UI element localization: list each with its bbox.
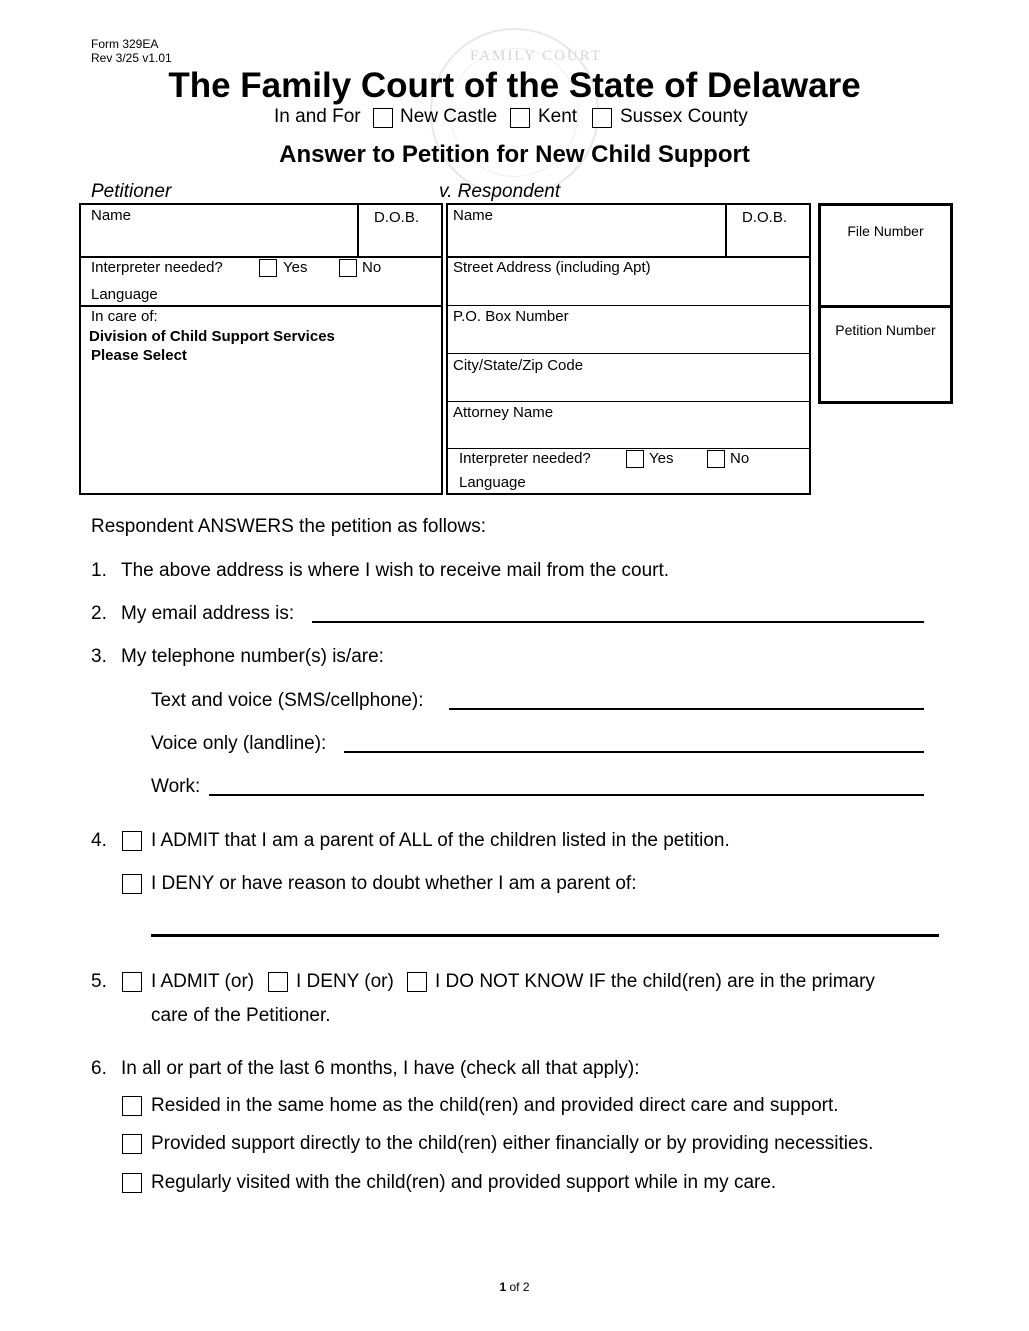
- q4-number: 4.: [91, 830, 107, 851]
- in-care-of-select[interactable]: Please Select: [91, 347, 187, 364]
- q3-text: My telephone number(s) is/are:: [121, 646, 384, 667]
- po-box-label: P.O. Box Number: [453, 308, 569, 325]
- new-castle-label: New Castle: [400, 106, 498, 127]
- attorney-name-label: Attorney Name: [453, 404, 554, 421]
- form-revision: Rev 3/25 v1.01: [91, 51, 172, 65]
- in-care-of-label: In care of:: [91, 308, 158, 325]
- q2-text: My email address is:: [121, 603, 295, 624]
- petitioner-language-label: Language: [91, 286, 158, 303]
- respondent-name-label: Name: [453, 207, 494, 224]
- q6-support-checkbox[interactable]: [122, 1134, 142, 1154]
- in-and-for-label: In and For: [274, 106, 361, 127]
- petitioner-interpreter-label: Interpreter needed?: [91, 259, 223, 276]
- q2-number: 2.: [91, 603, 107, 624]
- q6-resided-text: Resided in the same home as the child(ren) and provided direct care and support.: [151, 1095, 839, 1116]
- q5-continuation: care of the Petitioner.: [151, 1005, 331, 1026]
- q6-visited-checkbox[interactable]: [122, 1173, 142, 1193]
- page-total: of 2: [509, 1280, 530, 1294]
- page-number: [0, 1280, 1029, 1294]
- q5-deny-text: I DENY (or): [296, 971, 394, 992]
- q5-admit-checkbox[interactable]: [122, 972, 142, 992]
- q4-deny-checkbox[interactable]: [122, 874, 142, 894]
- q5-dont-know-text: I DO NOT KNOW IF the child(ren) are in the primary: [435, 971, 875, 992]
- petitioner-dob-label: D.O.B.: [374, 209, 420, 226]
- file-number-label: File Number: [847, 223, 924, 239]
- q6-text: In all or part of the last 6 months, I have (check all that apply):: [121, 1058, 640, 1079]
- sms-phone-label: Text and voice (SMS/cellphone):: [151, 690, 424, 711]
- respondent-interpreter-label: Interpreter needed?: [459, 450, 591, 467]
- form-subtitle: Answer to Petition for New Child Support: [279, 141, 750, 168]
- work-phone-field[interactable]: [209, 794, 924, 796]
- q5-admit-text: I ADMIT (or): [151, 971, 255, 992]
- q5-dont-know-checkbox[interactable]: [407, 972, 427, 992]
- q6-number: 6.: [91, 1058, 107, 1079]
- sussex-checkbox[interactable]: [592, 108, 612, 128]
- q6-visited-text: Regularly visited with the child(ren) and provided support while in my care.: [151, 1172, 777, 1193]
- sms-phone-field[interactable]: [449, 708, 924, 710]
- q4-admit-checkbox[interactable]: [122, 831, 142, 851]
- respondent-heading: v. Respondent: [439, 181, 561, 202]
- q4-deny-children-field[interactable]: [151, 934, 939, 937]
- city-state-zip-label: City/State/Zip Code: [453, 357, 584, 374]
- petitioner-name-label: Name: [91, 207, 132, 224]
- petitioner-interpreter-yes-label: Yes: [283, 259, 308, 276]
- work-phone-label: Work:: [151, 776, 201, 797]
- petitioner-interpreter-no-checkbox[interactable]: [339, 259, 357, 277]
- q6-support-text: Provided support directly to the child(ren) either financially or by providing necessities.: [151, 1133, 874, 1154]
- street-address-label: Street Address (including Apt): [453, 259, 651, 276]
- kent-label: Kent: [538, 106, 578, 127]
- respondent-interpreter-no-checkbox[interactable]: [707, 450, 725, 468]
- landline-phone-field[interactable]: [344, 751, 924, 753]
- q1-text: The above address is where I wish to receive mail from the court.: [121, 560, 670, 581]
- landline-phone-label: Voice only (landline):: [151, 733, 327, 754]
- petition-number-label: Petition Number: [835, 322, 936, 338]
- petitioner-interpreter-no-label: No: [362, 259, 382, 276]
- current-page: 1: [499, 1280, 507, 1294]
- petitioner-interpreter-yes-checkbox[interactable]: [259, 259, 277, 277]
- q1-number: 1.: [91, 560, 107, 581]
- court-seal-watermark: FAMILY COURT: [430, 28, 599, 197]
- respondent-language-label: Language: [459, 474, 526, 491]
- petitioner-heading: Petitioner: [91, 181, 172, 202]
- page-title: The Family Court of the State of Delaware: [168, 66, 861, 105]
- respondent-interpreter-no-label: No: [730, 450, 750, 467]
- new-castle-checkbox[interactable]: [373, 108, 393, 128]
- q4-admit-text: I ADMIT that I am a parent of ALL of the children listed in the petition.: [151, 830, 730, 851]
- kent-checkbox[interactable]: [510, 108, 530, 128]
- in-care-of-value[interactable]: Division of Child Support Services: [89, 328, 335, 345]
- respondent-interpreter-yes-label: Yes: [649, 450, 674, 467]
- email-field[interactable]: [312, 621, 924, 623]
- respondent-interpreter-yes-checkbox[interactable]: [626, 450, 644, 468]
- q4-deny-text: I DENY or have reason to doubt whether I am a parent of:: [151, 873, 637, 894]
- answers-intro: Respondent ANSWERS the petition as follows:: [91, 516, 486, 537]
- sussex-label: Sussex County: [620, 106, 748, 127]
- q6-resided-checkbox[interactable]: [122, 1096, 142, 1116]
- q3-number: 3.: [91, 646, 107, 667]
- q5-number: 5.: [91, 971, 107, 992]
- q5-deny-checkbox[interactable]: [268, 972, 288, 992]
- respondent-dob-label: D.O.B.: [742, 209, 788, 226]
- form-number: Form 329EA: [91, 37, 159, 51]
